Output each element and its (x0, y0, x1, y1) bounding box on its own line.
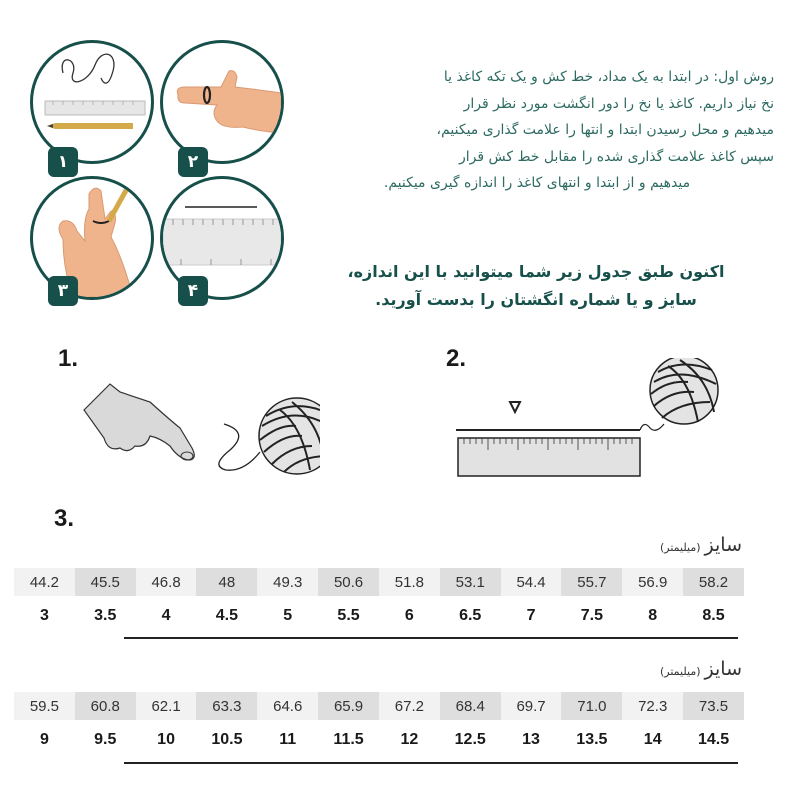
step-2-circle (160, 40, 284, 164)
highlight-line-1: اکنون طبق جدول زیر شما میتوانید با این اندازه، (347, 262, 725, 281)
instruction-line: روش اول: در ابتدا به یک مداد، خط کش و یک تکه کاغذ یا (443, 69, 774, 85)
figure-3-label: 3. (54, 505, 75, 532)
highlight-text (296, 258, 776, 314)
size-cell: 10.5 (211, 731, 243, 748)
mm-cell: 68.4 (440, 692, 501, 720)
table-2-divider (124, 762, 738, 764)
size-cell: 13.5 (576, 731, 608, 748)
highlight-line-2: سایز و یا شماره انگشتان را بدست آورید. (375, 290, 697, 309)
mm-cell: 50.6 (318, 568, 379, 596)
size-cell: 12.5 (454, 731, 486, 748)
size-table-2 (14, 692, 744, 756)
size-cell: 4 (161, 607, 171, 624)
size-cell: 8.5 (702, 607, 725, 624)
size-cell: 11 (279, 731, 297, 748)
size-cell: 3 (39, 607, 49, 624)
size-cell: 6.5 (459, 607, 482, 624)
mm-row (14, 568, 744, 596)
size-cell: 10 (157, 731, 175, 748)
instruction-line: میدهیم و محل رسیدن ابتدا و انتها را علامت گذاری میکنیم، (436, 122, 774, 138)
size-table-1 (14, 568, 744, 632)
mm-cell: 49.3 (257, 568, 318, 596)
size-cell: 6 (404, 607, 414, 624)
table-1-divider (124, 637, 738, 639)
size-cell: 9.5 (94, 731, 117, 748)
mm-cell: 54.4 (501, 568, 562, 596)
step-1-badge: ۱ (48, 147, 78, 177)
size-cell: 9 (39, 731, 49, 748)
mm-cell: 46.8 (136, 568, 197, 596)
mm-cell: 60.8 (75, 692, 136, 720)
mm-cell: 51.8 (379, 568, 440, 596)
figure-1-label: 1. (58, 345, 79, 372)
instructions-paragraph (300, 64, 774, 197)
size-cell: 3.5 (94, 607, 117, 624)
mm-cell: 53.1 (440, 568, 501, 596)
instruction-line: سپس کاغذ علامت گذاری شده را مقابل خط کش قرار (459, 148, 774, 165)
instruction-line: میدهیم و از ابتدا و انتهای کاغذ را اندازه گیری میکنیم. (383, 175, 691, 191)
ruler-yarn-icon (454, 358, 734, 483)
size-label-table-2: سایز(میلیمتر) (660, 658, 742, 680)
mm-row (14, 692, 744, 720)
size-cell: 5.5 (337, 607, 360, 624)
mm-cell: 69.7 (501, 692, 562, 720)
step-1-circle (30, 40, 154, 164)
size-cell: 11.5 (333, 731, 364, 748)
size-cell: 14 (643, 731, 662, 748)
mm-cell: 59.5 (14, 692, 75, 720)
finger-with-thread-icon (163, 43, 281, 161)
figure-2-label: 2. (446, 345, 467, 372)
mm-cell: 67.2 (379, 692, 440, 720)
mm-cell: 58.2 (683, 568, 744, 596)
mm-cell: 65.9 (318, 692, 379, 720)
step-4-badge: ۴ (178, 276, 208, 306)
ruler-pencil-thread-icon (33, 43, 151, 161)
size-cell: 7 (526, 607, 536, 624)
instruction-line: نخ نیاز داریم. کاغذ یا نخ را دور انگشت مورد نظر قرار (463, 95, 774, 112)
size-label-table-1: سایز(میلیمتر) (660, 534, 742, 556)
size-cell: 14.5 (697, 731, 730, 748)
size-row (14, 600, 744, 632)
mm-cell: 73.5 (683, 692, 744, 720)
size-cell: 7.5 (580, 607, 603, 624)
mm-cell: 71.0 (561, 692, 622, 720)
mm-cell: 64.6 (257, 692, 318, 720)
mm-cell: 62.1 (136, 692, 197, 720)
mm-cell: 55.7 (561, 568, 622, 596)
size-cell: 12 (400, 731, 419, 748)
size-cell: 8 (648, 607, 658, 624)
mm-cell: 44.2 (14, 568, 75, 596)
mm-cell: 48 (196, 568, 257, 596)
step-2-badge: ۲ (178, 147, 208, 177)
size-cell: 13 (522, 731, 540, 748)
mm-cell: 45.5 (75, 568, 136, 596)
pointing-hand-yarn-icon (80, 380, 320, 480)
mm-cell: 63.3 (196, 692, 257, 720)
steps-illustration-grid (18, 40, 290, 308)
size-cell: 5 (283, 607, 293, 624)
step-3-badge: ۳ (48, 276, 78, 306)
mm-cell: 56.9 (622, 568, 683, 596)
mm-cell: 72.3 (622, 692, 683, 720)
size-row (14, 724, 744, 756)
size-cell: 4.5 (215, 607, 239, 624)
